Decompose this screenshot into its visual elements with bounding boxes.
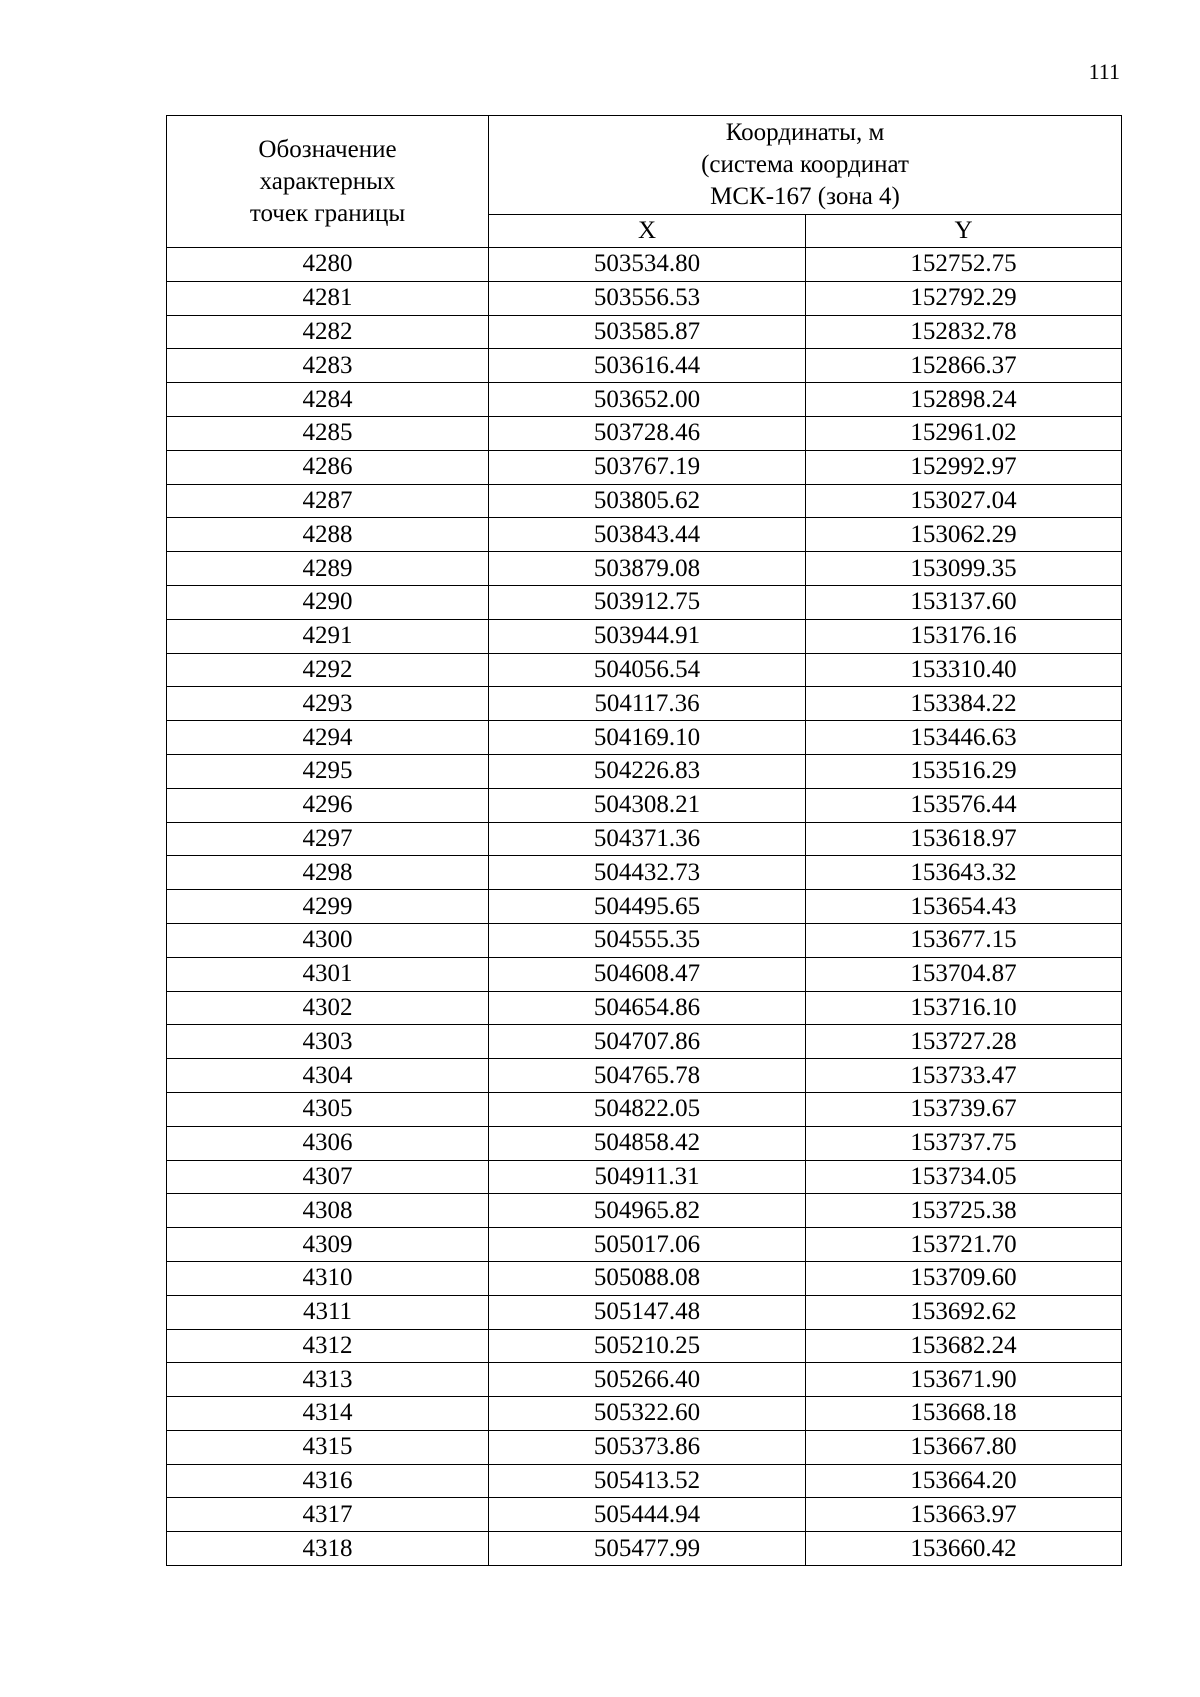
table-row: [167, 1025, 1122, 1059]
x-coordinate-cell: 505322.60: [489, 1397, 806, 1431]
x-coordinate-cell: 504822.05: [489, 1092, 806, 1126]
point-cell: 4295: [167, 754, 489, 788]
point-cell: 4297: [167, 822, 489, 856]
x-coordinate-cell: 504765.78: [489, 1059, 806, 1093]
y-coordinate-cell: 153737.75: [806, 1126, 1122, 1160]
x-coordinate-cell: 505413.52: [489, 1464, 806, 1498]
y-coordinate-cell: 153733.47: [806, 1059, 1122, 1093]
y-coordinate-cell: 152792.29: [806, 281, 1122, 315]
table-row: [167, 1363, 1122, 1397]
x-coordinate-cell: 505147.48: [489, 1295, 806, 1329]
table-row: [167, 1228, 1122, 1262]
point-cell: 4280: [167, 248, 489, 282]
point-cell: 4316: [167, 1464, 489, 1498]
y-coordinate-cell: 153654.43: [806, 890, 1122, 924]
point-cell: 4308: [167, 1194, 489, 1228]
point-cell: 4294: [167, 721, 489, 755]
y-coordinate-cell: 152866.37: [806, 349, 1122, 383]
point-cell: 4317: [167, 1498, 489, 1532]
table-row: [167, 1430, 1122, 1464]
point-cell: 4292: [167, 653, 489, 687]
y-coordinate-cell: 152992.97: [806, 450, 1122, 484]
point-cell: 4283: [167, 349, 489, 383]
point-cell: 4309: [167, 1228, 489, 1262]
table-row: [167, 1126, 1122, 1160]
x-coordinate-cell: 503912.75: [489, 585, 806, 619]
x-coordinate-cell: 504495.65: [489, 890, 806, 924]
x-coordinate-cell: 503534.80: [489, 248, 806, 282]
x-coordinate-cell: 505017.06: [489, 1228, 806, 1262]
point-cell: 4311: [167, 1295, 489, 1329]
table-row: [167, 1397, 1122, 1431]
page-number: 111: [1088, 59, 1120, 84]
y-coordinate-cell: 153176.16: [806, 619, 1122, 653]
point-cell: 4318: [167, 1532, 489, 1566]
y-coordinate-cell: 153446.63: [806, 721, 1122, 755]
table-row: [167, 1261, 1122, 1295]
y-coordinate-cell: 153667.80: [806, 1430, 1122, 1464]
y-coordinate-cell: 153660.42: [806, 1532, 1122, 1566]
y-coordinate-cell: 153682.24: [806, 1329, 1122, 1363]
y-coordinate-cell: 153709.60: [806, 1261, 1122, 1295]
coordinates-header: [489, 116, 1122, 215]
coords-header-line: Координаты, м: [725, 119, 885, 146]
point-cell: 4281: [167, 281, 489, 315]
x-coordinate-cell: 504608.47: [489, 957, 806, 991]
x-coordinate-cell: 504654.86: [489, 991, 806, 1025]
y-coordinate-cell: 153739.67: [806, 1092, 1122, 1126]
x-coordinate-cell: 503585.87: [489, 315, 806, 349]
x-coordinate-cell: 505266.40: [489, 1363, 806, 1397]
table-row: [167, 281, 1122, 315]
table-row: [167, 1464, 1122, 1498]
point-cell: 4313: [167, 1363, 489, 1397]
table-row: [167, 721, 1122, 755]
table-row: [167, 923, 1122, 957]
table-header: [167, 116, 1122, 248]
point-cell: 4296: [167, 788, 489, 822]
point-cell: 4306: [167, 1126, 489, 1160]
y-coordinate-cell: 153721.70: [806, 1228, 1122, 1262]
x-coordinate-cell: 504056.54: [489, 653, 806, 687]
y-coordinate-cell: 153516.29: [806, 754, 1122, 788]
point-cell: 4310: [167, 1261, 489, 1295]
x-coordinate-cell: 505444.94: [489, 1498, 806, 1532]
x-coordinate-cell: 505477.99: [489, 1532, 806, 1566]
x-coordinate-cell: 504707.86: [489, 1025, 806, 1059]
table-row: [167, 1532, 1122, 1566]
point-header-line: точек границы: [249, 199, 406, 227]
y-coordinate-cell: 152752.75: [806, 248, 1122, 282]
table-row: [167, 1160, 1122, 1194]
table-row: [167, 416, 1122, 450]
y-coordinate-cell: 153310.40: [806, 653, 1122, 687]
y-coordinate-cell: 153137.60: [806, 585, 1122, 619]
coordinates-table: [166, 115, 1122, 1566]
table-row: [167, 1092, 1122, 1126]
table-row: [167, 1329, 1122, 1363]
point-cell: 4312: [167, 1329, 489, 1363]
table-row: [167, 991, 1122, 1025]
x-coordinate-cell: 504226.83: [489, 754, 806, 788]
point-cell: 4293: [167, 687, 489, 721]
x-coordinate-cell: 503616.44: [489, 349, 806, 383]
point-cell: 4314: [167, 1397, 489, 1431]
table-row: [167, 890, 1122, 924]
x-coordinate-cell: 503556.53: [489, 281, 806, 315]
x-coordinate-cell: 503843.44: [489, 518, 806, 552]
point-cell: 4290: [167, 585, 489, 619]
coords-header-line: (система координат: [701, 151, 909, 178]
x-coordinate-cell: 504117.36: [489, 687, 806, 721]
y-coordinate-cell: 153576.44: [806, 788, 1122, 822]
y-column-header: Y: [806, 215, 1122, 248]
x-coordinate-cell: 505088.08: [489, 1261, 806, 1295]
y-coordinate-cell: 153643.32: [806, 856, 1122, 890]
y-coordinate-cell: 153725.38: [806, 1194, 1122, 1228]
y-coordinate-cell: 153716.10: [806, 991, 1122, 1025]
y-coordinate-cell: 153618.97: [806, 822, 1122, 856]
x-coordinate-cell: 504965.82: [489, 1194, 806, 1228]
point-header-line: Обозначение: [258, 135, 397, 163]
point-cell: 4282: [167, 315, 489, 349]
table-row: [167, 856, 1122, 890]
table-row: [167, 1498, 1122, 1532]
y-coordinate-cell: 153668.18: [806, 1397, 1122, 1431]
table-row: [167, 754, 1122, 788]
point-cell: 4301: [167, 957, 489, 991]
point-cell: 4304: [167, 1059, 489, 1093]
point-header-line: характерных: [259, 167, 396, 195]
table-body: [167, 248, 1122, 1566]
table-row: [167, 585, 1122, 619]
table-row: [167, 619, 1122, 653]
point-cell: 4307: [167, 1160, 489, 1194]
table-row: [167, 383, 1122, 417]
y-coordinate-cell: 153663.97: [806, 1498, 1122, 1532]
point-cell: 4298: [167, 856, 489, 890]
y-coordinate-cell: 153671.90: [806, 1363, 1122, 1397]
y-coordinate-cell: 153704.87: [806, 957, 1122, 991]
point-cell: 4285: [167, 416, 489, 450]
point-cell: 4299: [167, 890, 489, 924]
table-row: [167, 518, 1122, 552]
x-coordinate-cell: 503652.00: [489, 383, 806, 417]
y-coordinate-cell: 153099.35: [806, 552, 1122, 586]
table-row: [167, 450, 1122, 484]
y-coordinate-cell: 153062.29: [806, 518, 1122, 552]
y-coordinate-cell: 152898.24: [806, 383, 1122, 417]
x-coordinate-cell: 504169.10: [489, 721, 806, 755]
table-row: [167, 552, 1122, 586]
point-cell: 4284: [167, 383, 489, 417]
point-cell: 4305: [167, 1092, 489, 1126]
point-cell: 4287: [167, 484, 489, 518]
y-coordinate-cell: 153384.22: [806, 687, 1122, 721]
x-coordinate-cell: 503805.62: [489, 484, 806, 518]
y-coordinate-cell: 153664.20: [806, 1464, 1122, 1498]
table-row: [167, 349, 1122, 383]
table-row: [167, 248, 1122, 282]
point-designation-header: [167, 116, 489, 248]
x-coordinate-cell: 504911.31: [489, 1160, 806, 1194]
y-coordinate-cell: 153692.62: [806, 1295, 1122, 1329]
table-row: [167, 788, 1122, 822]
x-coordinate-cell: 503879.08: [489, 552, 806, 586]
y-coordinate-cell: 153677.15: [806, 923, 1122, 957]
table-row: [167, 822, 1122, 856]
table-row: [167, 484, 1122, 518]
x-coordinate-cell: 504858.42: [489, 1126, 806, 1160]
table-row: [167, 687, 1122, 721]
y-coordinate-cell: 152832.78: [806, 315, 1122, 349]
coords-header-line: МСК-167 (зона 4): [710, 183, 900, 210]
table-row: [167, 1194, 1122, 1228]
table-row: [167, 1295, 1122, 1329]
point-cell: 4303: [167, 1025, 489, 1059]
x-coordinate-cell: 504555.35: [489, 923, 806, 957]
x-coordinate-cell: 504432.73: [489, 856, 806, 890]
x-coordinate-cell: 505210.25: [489, 1329, 806, 1363]
y-coordinate-cell: 152961.02: [806, 416, 1122, 450]
x-column-header: X: [489, 215, 806, 248]
x-coordinate-cell: 504371.36: [489, 822, 806, 856]
table-row: [167, 653, 1122, 687]
point-cell: 4286: [167, 450, 489, 484]
y-coordinate-cell: 153027.04: [806, 484, 1122, 518]
table-row: [167, 957, 1122, 991]
point-cell: 4302: [167, 991, 489, 1025]
y-coordinate-cell: 153734.05: [806, 1160, 1122, 1194]
table-row: [167, 1059, 1122, 1093]
x-coordinate-cell: 504308.21: [489, 788, 806, 822]
x-coordinate-cell: 505373.86: [489, 1430, 806, 1464]
x-coordinate-cell: 503767.19: [489, 450, 806, 484]
point-cell: 4291: [167, 619, 489, 653]
point-cell: 4300: [167, 923, 489, 957]
x-coordinate-cell: 503728.46: [489, 416, 806, 450]
point-cell: 4289: [167, 552, 489, 586]
x-coordinate-cell: 503944.91: [489, 619, 806, 653]
point-cell: 4288: [167, 518, 489, 552]
y-coordinate-cell: 153727.28: [806, 1025, 1122, 1059]
point-cell: 4315: [167, 1430, 489, 1464]
table-row: [167, 315, 1122, 349]
